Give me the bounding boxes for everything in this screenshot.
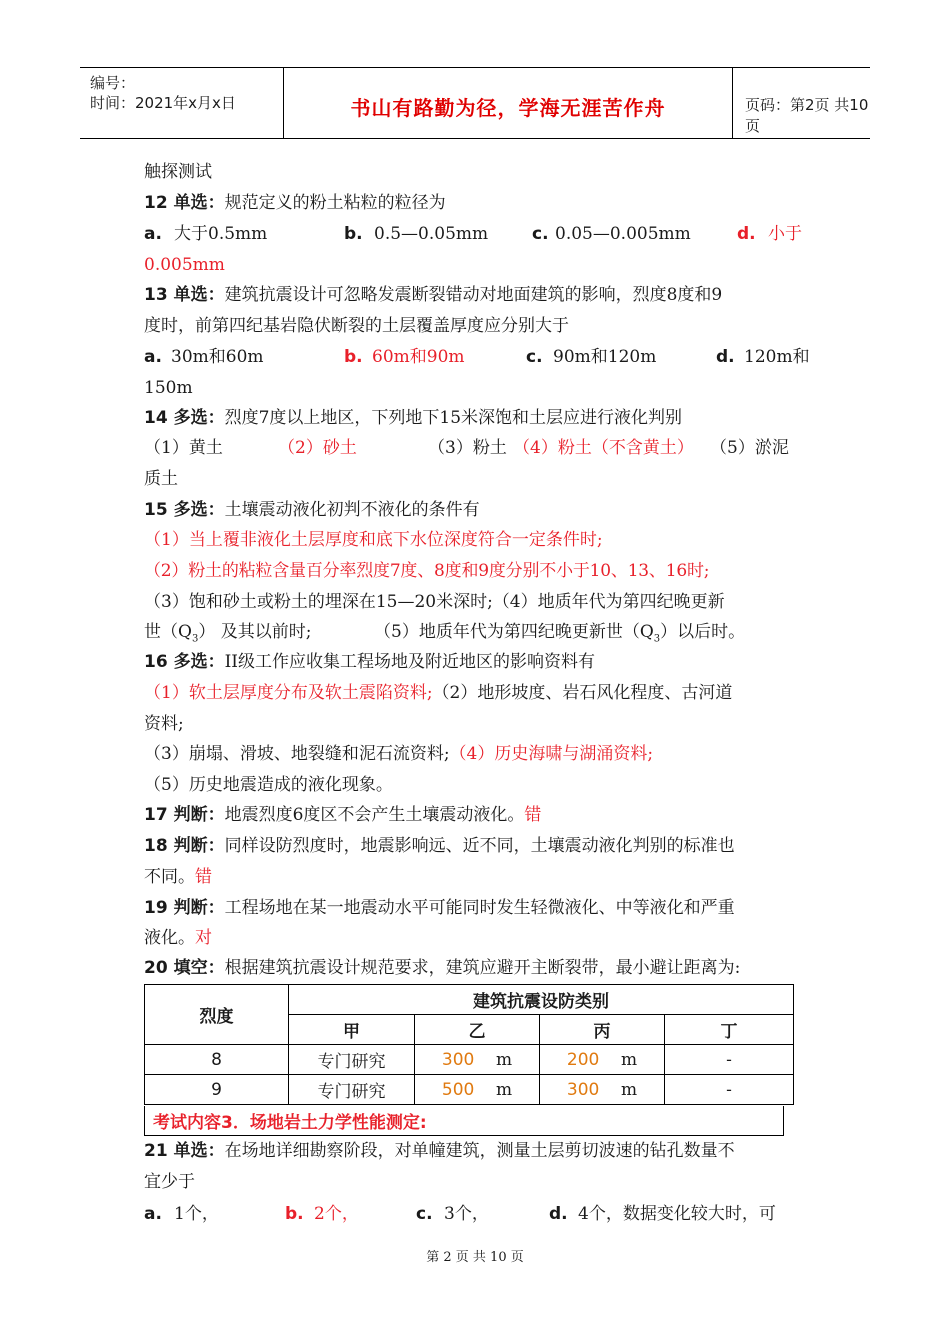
question-text: II级工作应收集工程场地及附近地区的影响资料有 bbox=[224, 652, 596, 672]
question-text: 根据建筑抗震设计规范要求，建筑应避开主断裂带，最小避让距离为: bbox=[224, 958, 741, 978]
answer-option-text: （1）软土层厚度分布及软土震陷资料; bbox=[144, 683, 433, 703]
answer-option-text: （4）粉土（不含黄土） bbox=[513, 438, 694, 458]
answer-text: 错 bbox=[524, 805, 542, 825]
answer-option-text: 60m和90m bbox=[372, 347, 465, 367]
table-header: 烈度 bbox=[145, 985, 289, 1045]
header-motto: 书山有路勤为径，学海无涯苦作舟 bbox=[350, 96, 666, 120]
question-14 bbox=[144, 406, 682, 430]
option-label: a. bbox=[144, 347, 162, 367]
answer-option-label: b. bbox=[344, 347, 363, 367]
question-text: 工程场地在某一地震动水平可能同时发生轻微液化、中等液化和严重 bbox=[224, 898, 735, 918]
option-text: 质土 bbox=[144, 469, 178, 489]
answer-option-label: d. bbox=[737, 224, 756, 244]
exam-section-heading: 考试内容3．场地岩土力学性能测定: bbox=[144, 1106, 784, 1136]
question-21 bbox=[144, 1139, 735, 1163]
question-number: 14 多选： bbox=[144, 408, 225, 428]
question-number: 18 判断： bbox=[144, 836, 225, 856]
option-label: a. bbox=[144, 1204, 162, 1224]
question-17 bbox=[144, 803, 541, 827]
option-label: a. bbox=[144, 224, 162, 244]
option-text: （1）黄土 bbox=[144, 438, 223, 458]
table-header: 丙 bbox=[540, 1015, 665, 1045]
table-row bbox=[145, 1045, 794, 1075]
answer-option-label: b. bbox=[285, 1204, 304, 1224]
question-text: 烈度7度以上地区，下列地下15米深饱和土层应进行液化判别 bbox=[224, 408, 683, 428]
option-text: 1个， bbox=[174, 1204, 219, 1224]
header-meta bbox=[80, 68, 284, 138]
question-number: 16 多选： bbox=[144, 652, 225, 672]
page-header bbox=[80, 67, 870, 139]
question-text: 地震烈度6度区不会产生土壤震动液化。 bbox=[224, 805, 525, 825]
option-text: 150m bbox=[144, 378, 193, 398]
option-text: 90m和120m bbox=[553, 347, 657, 367]
option-text: 120m和 bbox=[744, 347, 810, 367]
question-15 bbox=[144, 498, 480, 522]
option-text: （2）地形坡度、岩石风化程度、古河道 bbox=[432, 683, 733, 703]
option-label: d. bbox=[549, 1204, 568, 1224]
table-header: 建筑抗震设防类别 bbox=[289, 985, 794, 1015]
option-text: 世$(Q_3)$ 及其以前时; bbox=[144, 622, 312, 645]
question-text: 液化。对 bbox=[144, 928, 212, 948]
option-text: 4个，数据变化较大时，可 bbox=[578, 1204, 776, 1224]
answer-option-text: （1）当上覆非液化土层厚度和底下水位深度符合一定条件时; bbox=[144, 530, 603, 550]
question-text: 建筑抗震设计可忽略发震断裂错动对地面建筑的影响，烈度8度和9 bbox=[224, 285, 723, 305]
table-header: 乙 bbox=[415, 1015, 540, 1045]
question-text: 宜少于 bbox=[144, 1172, 195, 1192]
table-cell: 9 bbox=[145, 1075, 289, 1105]
option-label: b. bbox=[344, 224, 363, 244]
text-line: 触探测试 bbox=[144, 162, 212, 182]
answer-option-text: （4）历史海啸与湖涌资料; bbox=[449, 744, 654, 764]
answer-option-text: 小于 bbox=[768, 224, 802, 244]
question-20 bbox=[144, 956, 740, 980]
question-text: 不同。错 bbox=[144, 867, 212, 887]
option-text: 大于0.5mm bbox=[174, 224, 268, 244]
table-cell: 8 bbox=[145, 1045, 289, 1075]
option-label: d. bbox=[716, 347, 735, 367]
option-text: （3）粉土 bbox=[428, 438, 507, 458]
question-number: 19 判断： bbox=[144, 898, 225, 918]
distance-table bbox=[144, 984, 794, 1105]
answer-option-text: （2）砂土 bbox=[278, 438, 357, 458]
header-page-info: 页码：第2页 共10页 bbox=[745, 96, 869, 135]
question-13 bbox=[144, 283, 722, 307]
option-text: 30m和60m bbox=[171, 347, 264, 367]
table-cell: - bbox=[665, 1045, 794, 1075]
table-cell: 300 m bbox=[415, 1045, 540, 1075]
question-text: 规范定义的粉土粘粒的粒径为 bbox=[224, 193, 446, 213]
table-header: 丁 bbox=[665, 1015, 794, 1045]
option-text: （5）地质年代为第四纪晚更新世$(Q_3)$以后时。 bbox=[374, 622, 746, 645]
option-text: 0.05—0.005mm bbox=[555, 224, 691, 244]
question-12 bbox=[144, 191, 446, 215]
option-text: （3）崩塌、滑坡、地裂缝和泥石流资料; bbox=[144, 744, 450, 764]
question-number: 13 单选： bbox=[144, 285, 225, 305]
table-cell: 专门研究 bbox=[289, 1045, 415, 1075]
table-cell: 200 m bbox=[540, 1045, 665, 1075]
option-text: 0.5—0.05mm bbox=[374, 224, 489, 244]
question-number: 15 多选： bbox=[144, 500, 225, 520]
table-header: 甲 bbox=[289, 1015, 415, 1045]
option-line bbox=[144, 742, 653, 766]
table-row bbox=[145, 1075, 794, 1105]
answer-option-text: （2）粉土的粘粒含量百分率烈度7度、8度和9度分别不小于10、13、16时; bbox=[144, 561, 710, 581]
table-cell: 专门研究 bbox=[289, 1075, 415, 1105]
header-motto-cell bbox=[284, 68, 733, 138]
table-cell: 500 m bbox=[415, 1075, 540, 1105]
table-cell: 300 m bbox=[540, 1075, 665, 1105]
question-text: 在场地详细勘察阶段，对单幢建筑，测量土层剪切波速的钻孔数量不 bbox=[224, 1141, 735, 1161]
answer-text: 对 bbox=[195, 928, 212, 948]
answer-option-text: 2个， bbox=[314, 1204, 359, 1224]
question-number: 12 单选： bbox=[144, 193, 225, 213]
question-text: 土壤震动液化初判不液化的条件有 bbox=[224, 500, 480, 520]
question-16 bbox=[144, 650, 595, 674]
option-text: 资料; bbox=[144, 714, 184, 734]
option-label: c. bbox=[532, 224, 549, 244]
option-text: （5）淤泥 bbox=[710, 438, 789, 458]
option-line bbox=[144, 681, 732, 705]
question-number: 21 单选： bbox=[144, 1141, 225, 1161]
option-text: （5）历史地震造成的液化现象。 bbox=[144, 775, 393, 795]
time-label: 时间：2021年x月x日 bbox=[90, 94, 236, 112]
answer-option-text: 0.005mm bbox=[144, 255, 225, 275]
page-footer: 第 2 页 共 10 页 bbox=[426, 1250, 524, 1265]
question-text: 同样设防烈度时，地震影响远、近不同，土壤震动液化判别的标准也 bbox=[224, 836, 735, 856]
question-19 bbox=[144, 896, 735, 920]
serial-label: 编号： bbox=[90, 74, 136, 92]
question-number: 20 填空： bbox=[144, 958, 225, 978]
option-label: c. bbox=[416, 1204, 433, 1224]
table-cell: - bbox=[665, 1075, 794, 1105]
answer-text: 错 bbox=[195, 867, 212, 887]
question-18 bbox=[144, 834, 735, 858]
option-text: （3）饱和砂土或粉土的埋深在15—20米深时;（4）地质年代为第四纪晚更新 bbox=[144, 592, 725, 612]
option-label: c. bbox=[526, 347, 543, 367]
option-text: 3个， bbox=[444, 1204, 489, 1224]
question-text: 度时，前第四纪基岩隐伏断裂的土层覆盖厚度应分别大于 bbox=[144, 316, 569, 336]
question-number: 17 判断： bbox=[144, 805, 225, 825]
